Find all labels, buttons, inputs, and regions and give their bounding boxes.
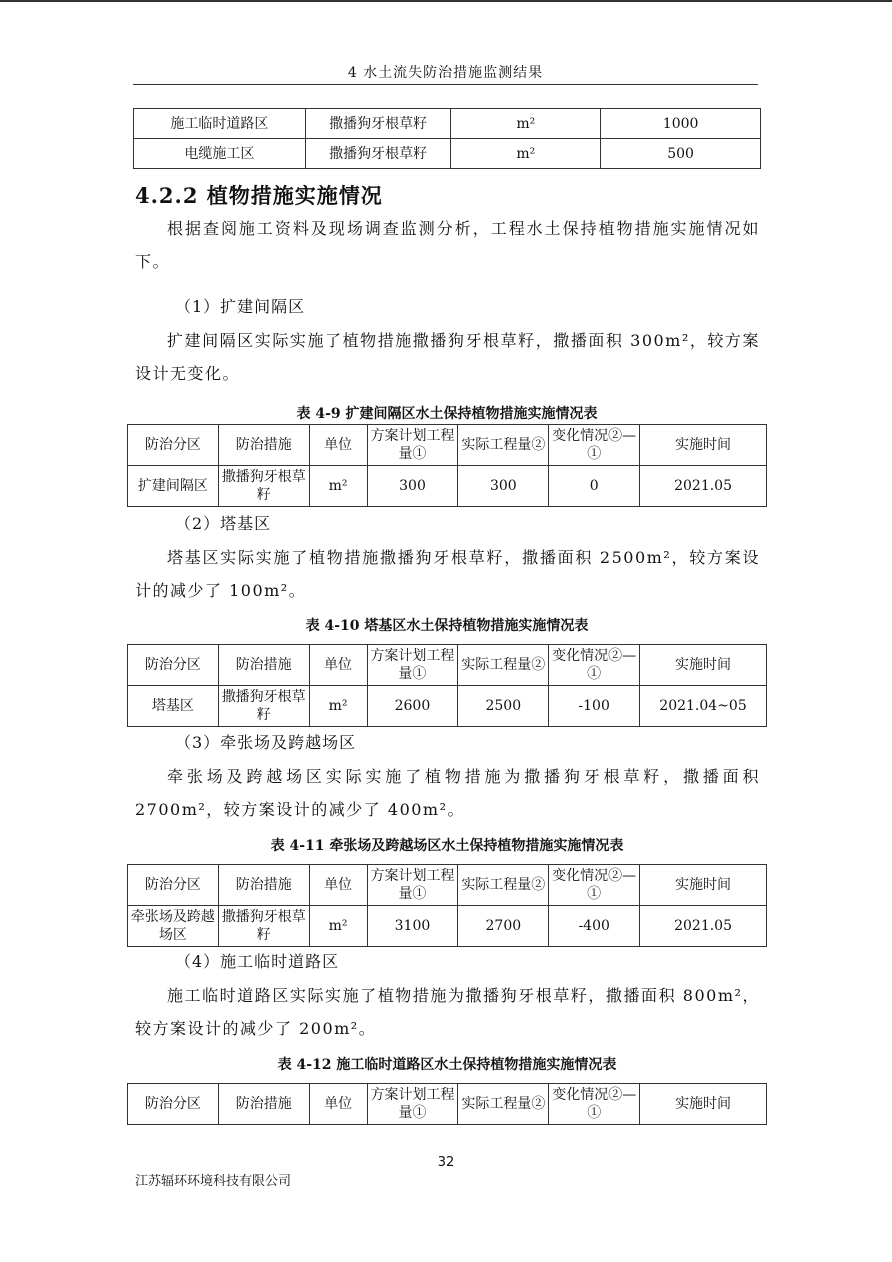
- header-cell: 实施时间: [640, 425, 767, 466]
- header-cell: 单位: [309, 645, 367, 686]
- header-cell: 防治措施: [218, 425, 309, 466]
- table-cell: 2500: [458, 686, 549, 727]
- table-header-row: [128, 645, 767, 686]
- table-cell: 扩建间隔区: [128, 466, 219, 507]
- table-header-row: [128, 425, 767, 466]
- table-cell: m²: [309, 906, 367, 947]
- top-border: [0, 0, 892, 2]
- header-cell: 防治分区: [128, 645, 219, 686]
- table-cell: 撒播狗牙根草籽: [305, 139, 451, 169]
- table-cell: 2021.05: [640, 906, 767, 947]
- header-cell: 实际工程量②: [458, 865, 549, 906]
- header-cell: 实施时间: [640, 1084, 767, 1125]
- header-cell: 变化情况②—①: [549, 865, 640, 906]
- subsection-title: （1）扩建间隔区: [175, 297, 306, 316]
- table-cell: -400: [549, 906, 640, 947]
- table-header-row: [128, 1084, 767, 1125]
- table-caption: 表 4-9 扩建间隔区水土保持植物措施实施情况表: [296, 406, 598, 422]
- table-cell: 3100: [367, 906, 458, 947]
- table-cell: m²: [309, 686, 367, 727]
- header-cell: 方案计划工程量①: [367, 645, 458, 686]
- page-number: 32: [437, 1155, 455, 1170]
- subsection-title: （4）施工临时道路区: [175, 952, 340, 971]
- table-row: [128, 686, 767, 727]
- table-row: [134, 109, 761, 139]
- header-cell: 防治措施: [218, 1084, 309, 1125]
- header-cell: 变化情况②—①: [549, 1084, 640, 1125]
- header-cell: 变化情况②—①: [549, 645, 640, 686]
- data-table: [127, 1083, 767, 1125]
- table-row: [128, 466, 767, 507]
- header-cell: 防治措施: [218, 865, 309, 906]
- table-cell: m²: [309, 466, 367, 507]
- table-cell: m²: [451, 139, 601, 169]
- paragraph: 施工临时道路区实际实施了植物措施为撒播狗牙根草籽，撒播面积 800m²，较方案设计的减少了 200m²。: [135, 986, 760, 1038]
- data-table: [127, 864, 767, 947]
- paragraph: 塔基区实际实施了植物措施撒播狗牙根草籽，撒播面积 2500m²，较方案设计的减少了 100m²。: [135, 548, 760, 600]
- table-cell: 0: [549, 466, 640, 507]
- table-cell: 2600: [367, 686, 458, 727]
- header-cell: 方案计划工程量①: [367, 865, 458, 906]
- intro-paragraph: 根据查阅施工资料及现场调查监测分析，工程水土保持植物措施实施情况如下。: [135, 219, 760, 271]
- header-cell: 实施时间: [640, 865, 767, 906]
- table-cell: -100: [549, 686, 640, 727]
- header-cell: 变化情况②—①: [549, 425, 640, 466]
- header-cell: 实际工程量②: [458, 1084, 549, 1125]
- table-cell: 电缆施工区: [134, 139, 306, 169]
- table-caption: 表 4-10 塔基区水土保持植物措施实施情况表: [305, 618, 589, 634]
- table-cell: 300: [458, 466, 549, 507]
- page-header: 4 水土流失防治措施监测结果: [347, 65, 544, 81]
- table-cell: m²: [451, 109, 601, 139]
- table-cell: 施工临时道路区: [134, 109, 306, 139]
- paragraph: 扩建间隔区实际实施了植物措施撒播狗牙根草籽，撒播面积 300m²，较方案设计无变化。: [135, 331, 760, 383]
- table-cell: 塔基区: [128, 686, 219, 727]
- table-cell: 撒播狗牙根草籽: [218, 906, 309, 947]
- paragraph: 牵张场及跨越场区实际实施了植物措施为撒播狗牙根草籽，撒播面积 2700m²，较方案设计的减少了 400m²。: [135, 767, 760, 819]
- header-cell: 防治措施: [218, 645, 309, 686]
- section-title: 4.2.2 植物措施实施情况: [135, 183, 383, 208]
- table-caption: 表 4-11 牵张场及跨越场区水土保持植物措施实施情况表: [270, 838, 624, 854]
- table-cell: 牵张场及跨越场区: [128, 906, 219, 947]
- table-header-row: [128, 865, 767, 906]
- header-cell: 单位: [309, 425, 367, 466]
- data-table: [127, 644, 767, 727]
- header-cell: 单位: [309, 1084, 367, 1125]
- table-cell: 2021.04~05: [640, 686, 767, 727]
- table-row: [134, 139, 761, 169]
- header-cell: 防治分区: [128, 425, 219, 466]
- header-cell: 实际工程量②: [458, 425, 549, 466]
- table-cell: 撒播狗牙根草籽: [305, 109, 451, 139]
- table-row: [128, 906, 767, 947]
- table-cell: 撒播狗牙根草籽: [218, 686, 309, 727]
- table-cell: 1000: [601, 109, 761, 139]
- header-cell: 方案计划工程量①: [367, 425, 458, 466]
- table-cell: 500: [601, 139, 761, 169]
- subsection-title: （2）塔基区: [175, 514, 272, 533]
- table-cell: 2700: [458, 906, 549, 947]
- subsection-title: （3）牵张场及跨越场区: [175, 733, 357, 752]
- continued-table: [133, 108, 761, 169]
- data-table: [127, 424, 767, 507]
- header-rule: [133, 84, 758, 85]
- header-cell: 防治分区: [128, 1084, 219, 1125]
- table-caption: 表 4-12 施工临时道路区水土保持植物措施实施情况表: [277, 1057, 617, 1073]
- header-cell: 实施时间: [640, 645, 767, 686]
- company-name: 江苏辐环环境科技有限公司: [135, 1174, 292, 1189]
- header-cell: 方案计划工程量①: [367, 1084, 458, 1125]
- header-cell: 防治分区: [128, 865, 219, 906]
- table-cell: 300: [367, 466, 458, 507]
- header-cell: 实际工程量②: [458, 645, 549, 686]
- table-cell: 2021.05: [640, 466, 767, 507]
- table-cell: 撒播狗牙根草籽: [218, 466, 309, 507]
- header-cell: 单位: [309, 865, 367, 906]
